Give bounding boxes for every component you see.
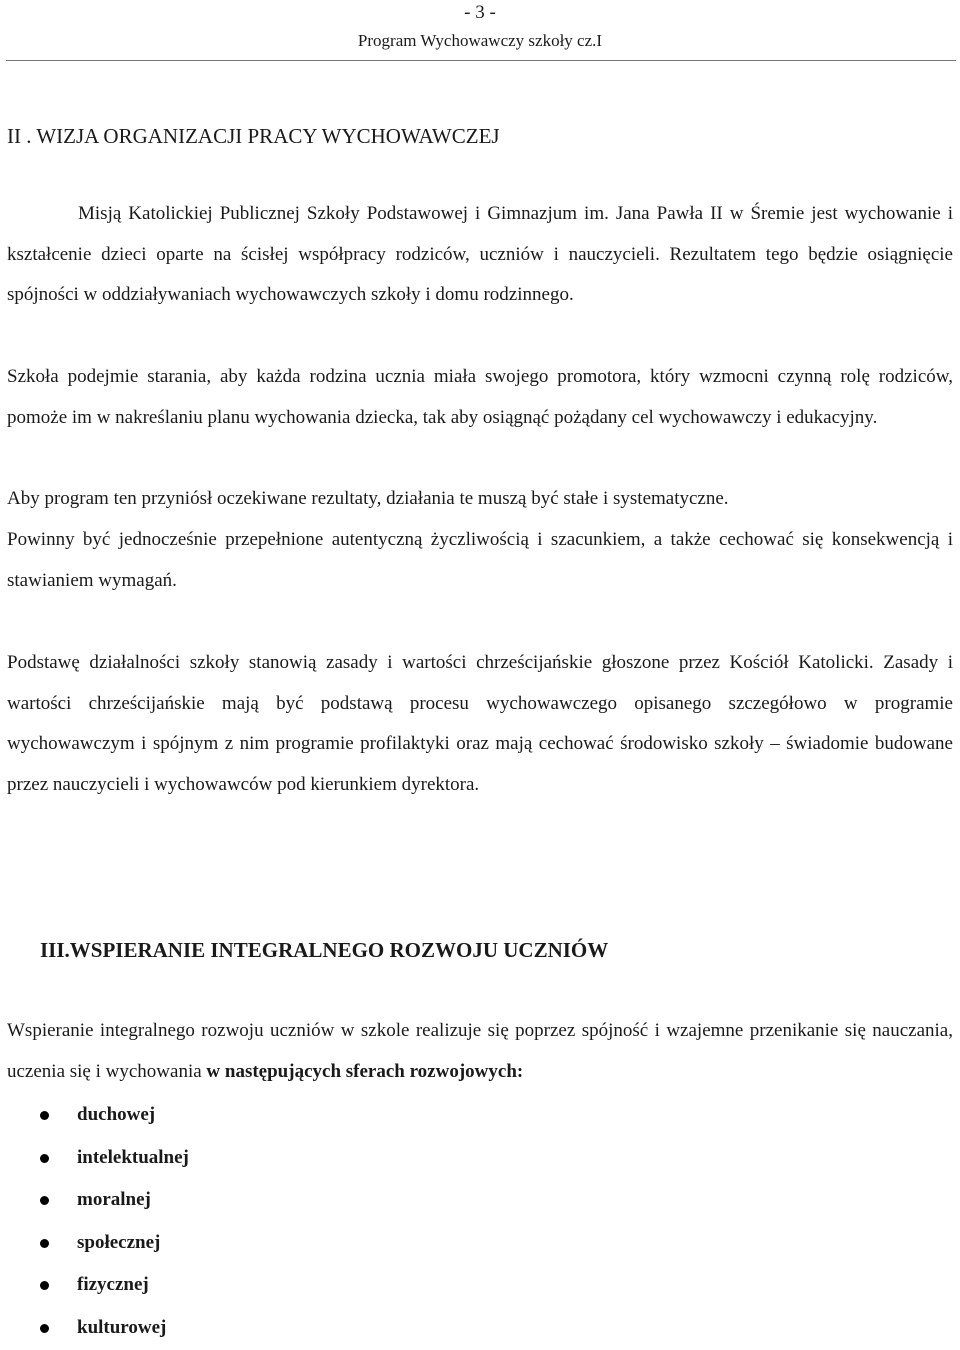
paragraph-christian-values: Podstawę działalności szkoły stanowią zasady i wartości chrześcijańskie głoszone przez Kościół Katolicki. Zasady i wartości chrześcijańskie mają być podstawą procesu wychowawczego opisanego szczegółowo w programie wychowawczym i spójnym z nim programie profilaktyki oraz mają cechować środowisko szkoły – świadomie budowane przez nauczycieli i wychowawców pod kierunkiem dyrektora. bbox=[7, 652, 953, 795]
sphere-label: społecznej bbox=[77, 1231, 161, 1253]
paragraph-mission-text: Misją Katolickiej Publicznej Szkoły Podstawowej i Gimnazjum im. Jana Pawła II w Śremie jest wychowanie i kształcenie dzieci oparte na ścisłej współpracy rodziców, uczniów i nauczycieli. Rezultatem tego będzie osiągnięcie spójności w oddziaływaniach wychowawczych szkoły i domu rodzinnego. bbox=[7, 203, 953, 306]
paragraph-development-intro bbox=[7, 1011, 953, 1092]
development-intro-text: Wspieranie integralnego rozwoju uczniów w szkole realizuje się poprzez spójność i wzajemne przenikanie się nauczania, uczenia się i wychowania bbox=[7, 1020, 953, 1082]
sphere-label: kulturowej bbox=[77, 1316, 167, 1338]
sphere-label: moralnej bbox=[77, 1189, 151, 1211]
list-item bbox=[0, 1307, 400, 1350]
paragraph-results: Aby program ten przyniósł oczekiwane rezultaty, działania te muszą być stałe i systematyczne. bbox=[7, 488, 729, 509]
bullet-icon bbox=[40, 1111, 49, 1120]
sphere-label: fizycznej bbox=[77, 1274, 149, 1296]
paragraph-kindness: Powinny być jednocześnie przepełnione autentyczną życzliwością i szacunkiem, a także cechować się konsekwencją i stawianiem wymagań. bbox=[7, 529, 953, 591]
development-intro-bold: w następujących sferach rozwojowych: bbox=[206, 1060, 524, 1082]
paragraph-mission bbox=[7, 194, 953, 316]
list-item bbox=[0, 1137, 400, 1180]
bullet-icon bbox=[40, 1281, 49, 1290]
bullet-icon bbox=[40, 1324, 49, 1333]
development-spheres-list bbox=[0, 1094, 400, 1350]
section-heading-vision: II . WIZJA ORGANIZACJI PRACY WYCHOWAWCZEJ bbox=[7, 124, 500, 148]
list-item bbox=[0, 1264, 400, 1307]
running-header-title: Program Wychowawczy szkoły cz.I bbox=[357, 31, 603, 50]
paragraph-promoter: Szkoła podejmie starania, aby każda rodzina ucznia miała swojego promotora, który wzmocni czynną rolę rodziców, pomoże im w nakreślaniu planu wychowania dziecka, tak aby osiągnąć pożądany cel wychowawczy i edukacyjny. bbox=[7, 366, 953, 428]
bullet-icon bbox=[40, 1196, 49, 1205]
list-item bbox=[0, 1094, 400, 1137]
sphere-label: duchowej bbox=[77, 1104, 156, 1125]
section-heading-development: III.WSPIERANIE INTEGRALNEGO ROZWOJU UCZNIÓW bbox=[40, 938, 609, 962]
bullet-icon bbox=[40, 1154, 49, 1163]
list-item bbox=[0, 1222, 400, 1265]
page-header bbox=[0, 0, 960, 60]
header-divider bbox=[6, 60, 956, 61]
page-number: - 3 - bbox=[464, 2, 496, 23]
sphere-label: intelektualnej bbox=[77, 1146, 189, 1168]
bullet-icon bbox=[40, 1239, 49, 1248]
list-item bbox=[0, 1179, 400, 1222]
